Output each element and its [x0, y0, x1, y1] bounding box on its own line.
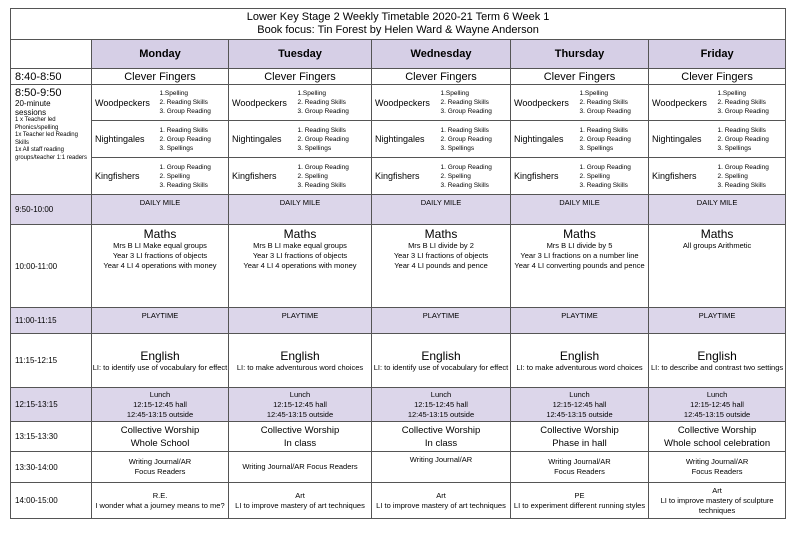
worship-cell-monday: Collective Worship Whole School: [92, 422, 229, 452]
english-cell-thursday: English LI: to make adventurous word choices: [511, 334, 649, 388]
daily-mile-cell: DAILY MILE: [92, 195, 229, 225]
daily-mile-cell: DAILY MILE: [229, 195, 372, 225]
group-name: Woodpeckers: [229, 85, 296, 121]
group-activities: 1. Reading Skills 2. Group Reading 3. Spellings: [158, 121, 229, 158]
session-note-line: 1x Teacher led Reading Skills: [15, 132, 78, 146]
time-slot: 11:15-12:15: [11, 334, 92, 388]
english-row: [11, 334, 786, 388]
group-name: Woodpeckers: [372, 85, 439, 121]
playtime-row: [11, 308, 786, 334]
timetable-sheet: [10, 8, 785, 519]
writing-cell-friday: Writing Journal/AR Focus Readers: [649, 452, 786, 483]
afternoon-cell-tuesday: Art LI to improve mastery of art techniques: [229, 483, 372, 519]
writing-cell-monday: Writing Journal/AR Focus Readers: [92, 452, 229, 483]
group-activities: 1.Spelling 2. Reading Skills 3. Group Reading: [296, 85, 372, 121]
group-name: Nightingales: [229, 121, 296, 158]
day-tuesday: Tuesday: [229, 40, 372, 69]
lunch-cell: Lunch 12:15-12:45 hall 12:45-13:15 outside: [511, 388, 649, 422]
group-name: Woodpeckers: [511, 85, 578, 121]
group-activities: 1. Group Reading 2. Spelling 3. Reading Skills: [716, 158, 786, 195]
time-slot: 8:40-8:50: [11, 69, 92, 85]
maths-cell-friday: Maths All groups Arithmetic: [649, 225, 786, 308]
session-time-cell: [11, 85, 92, 195]
subject-title: Maths: [143, 227, 177, 241]
time-slot: 10:00-11:00: [11, 225, 92, 308]
group-activities: 1. Reading Skills 2. Group Reading 3. Spellings: [296, 121, 372, 158]
writing-cell-thursday: Writing Journal/AR Focus Readers: [511, 452, 649, 483]
group-name: Kingfishers: [649, 158, 716, 195]
group-name: Woodpeckers: [92, 85, 158, 121]
group-row-nightingales: [11, 121, 786, 158]
time-slot: 13:15-13:30: [11, 422, 92, 452]
group-name: Nightingales: [511, 121, 578, 158]
group-name: Nightingales: [372, 121, 439, 158]
playtime-cell: PLAYTIME: [511, 308, 649, 334]
daily-mile-row: [11, 195, 786, 225]
day-wednesday: Wednesday: [372, 40, 511, 69]
afternoon-cell-friday: Art LI to improve mastery of sculpture techniques: [649, 483, 786, 519]
group-name: Woodpeckers: [649, 85, 716, 121]
lunch-cell: Lunch 12:15-12:45 hall 12:45-13:15 outside: [649, 388, 786, 422]
day-thursday: Thursday: [511, 40, 649, 69]
afternoon-cell-wednesday: Art LI to improve mastery of art techniques: [372, 483, 511, 519]
clever-fingers-cell: Clever Fingers: [229, 69, 372, 85]
clever-fingers-cell: Clever Fingers: [649, 69, 786, 85]
group-activities: 1.Spelling 2. Reading Skills 3. Group Reading: [716, 85, 786, 121]
english-cell-wednesday: English LI: to identify use of vocabulary for effect: [372, 334, 511, 388]
maths-row: [11, 225, 786, 308]
day-friday: Friday: [649, 40, 786, 69]
group-row-kingfishers: [11, 158, 786, 195]
maths-cell-monday: Maths Mrs B LI Make equal groups Year 3 LI fractions of objects Year 4 LI 4 operations with money: [92, 225, 229, 308]
worship-cell-wednesday: Collective Worship In class: [372, 422, 511, 452]
daily-mile-cell: DAILY MILE: [372, 195, 511, 225]
lunch-cell: Lunch 12:15-12:45 hall 12:45-13:15 outside: [92, 388, 229, 422]
title-line-1: Lower Key Stage 2 Weekly Timetable 2020-21 Term 6 Week 1: [246, 11, 550, 23]
session-note-line: 1x All staff reading groups/teacher 1:1 readers: [15, 147, 88, 161]
clever-fingers-row: [11, 69, 786, 85]
group-activities: 1. Reading Skills 2. Group Reading 3. Spellings: [578, 121, 649, 158]
writing-cell-tuesday: Writing Journal/AR Focus Readers: [229, 452, 372, 483]
english-cell-tuesday: English LI: to make adventurous word choices: [229, 334, 372, 388]
time-slot: 12:15-13:15: [11, 388, 92, 422]
playtime-cell: PLAYTIME: [229, 308, 372, 334]
session-note-line: sessions: [15, 108, 47, 117]
time-slot: 13:30-14:00: [11, 452, 92, 483]
time-slot: 8:50-9:50: [15, 87, 62, 99]
subject-title: Maths: [563, 227, 596, 241]
group-name: Nightingales: [649, 121, 716, 158]
playtime-cell: PLAYTIME: [649, 308, 786, 334]
clever-fingers-cell: Clever Fingers: [92, 69, 229, 85]
lunch-cell: Lunch 12:15-12:45 hall 12:45-13:15 outside: [372, 388, 511, 422]
subject-title: Maths: [700, 227, 734, 241]
playtime-cell: PLAYTIME: [372, 308, 511, 334]
worship-row: [11, 422, 786, 452]
worship-cell-thursday: Collective Worship Phase in hall: [511, 422, 649, 452]
day-monday: Monday: [92, 40, 229, 69]
group-activities: 1. Group Reading 2. Spelling 3. Reading Skills: [158, 158, 229, 195]
daily-mile-cell: DAILY MILE: [511, 195, 649, 225]
time-slot: 14:00-15:00: [11, 483, 92, 519]
lunch-row: [11, 388, 786, 422]
afternoon-cell-thursday: PE LI to experiment different running styles: [511, 483, 649, 519]
worship-cell-tuesday: Collective Worship In class: [229, 422, 372, 452]
group-name: Kingfishers: [511, 158, 578, 195]
writing-cell-wednesday: Writing Journal/AR: [372, 452, 511, 483]
group-activities: 1. Group Reading 2. Spelling 3. Reading Skills: [296, 158, 372, 195]
group-name: Nightingales: [92, 121, 158, 158]
writing-row: [11, 452, 786, 483]
group-activities: 1.Spelling 2. Reading Skills 3. Group Reading: [158, 85, 229, 121]
maths-cell-tuesday: Maths Mrs B LI make equal groups Year 3 LI fractions of objects Year 4 LI 4 operations with money: [229, 225, 372, 308]
playtime-cell: PLAYTIME: [92, 308, 229, 334]
title-line-2: Book focus: Tin Forest by Helen Ward & Wayne Anderson: [257, 24, 539, 36]
group-name: Kingfishers: [229, 158, 296, 195]
group-activities: 1.Spelling 2. Reading Skills 3. Group Reading: [578, 85, 649, 121]
afternoon-row: [11, 483, 786, 519]
title-row: [11, 9, 786, 40]
maths-cell-thursday: Maths Mrs B LI divide by 5 Year 3 LI fractions on a number line Year 4 LI converting pounds and pence: [511, 225, 649, 308]
session-note-line: 20-minute: [15, 99, 51, 108]
worship-cell-friday: Collective Worship Whole school celebration: [649, 422, 786, 452]
timetable: [10, 8, 786, 519]
time-slot: 11:00-11:15: [11, 308, 92, 334]
group-activities: 1. Group Reading 2. Spelling 3. Reading Skills: [578, 158, 649, 195]
group-activities: 1. Reading Skills 2. Group Reading 3. Spellings: [439, 121, 511, 158]
daily-mile-cell: DAILY MILE: [649, 195, 786, 225]
group-activities: 1. Reading Skills 2. Group Reading 3. Spellings: [716, 121, 786, 158]
group-name: Kingfishers: [372, 158, 439, 195]
clever-fingers-cell: Clever Fingers: [511, 69, 649, 85]
group-activities: 1. Group Reading 2. Spelling 3. Reading Skills: [439, 158, 511, 195]
group-activities: 1.Spelling 2. Reading Skills 3. Group Reading: [439, 85, 511, 121]
english-cell-friday: English LI: to describe and contrast two settings: [649, 334, 786, 388]
session-note-line: 1 x Teacher led Phonics/spelling: [15, 117, 59, 131]
english-cell-monday: English LI: to identify use of vocabulary for effect: [92, 334, 229, 388]
header-blank: [11, 40, 92, 69]
group-row-woodpeckers: [11, 85, 786, 121]
lunch-cell: Lunch 12:15-12:45 hall 12:45-13:15 outside: [229, 388, 372, 422]
day-header-row: [11, 40, 786, 69]
clever-fingers-cell: Clever Fingers: [372, 69, 511, 85]
page-title: [11, 9, 786, 40]
time-slot: 9:50-10:00: [11, 195, 92, 225]
afternoon-cell-monday: R.E. I wonder what a journey means to me?: [92, 483, 229, 519]
maths-cell-wednesday: Maths Mrs B LI divide by 2 Year 3 LI fractions of objects Year 4 LI pounds and pence: [372, 225, 511, 308]
group-name: Kingfishers: [92, 158, 158, 195]
subject-title: Maths: [424, 227, 458, 241]
subject-title: Maths: [283, 227, 317, 241]
